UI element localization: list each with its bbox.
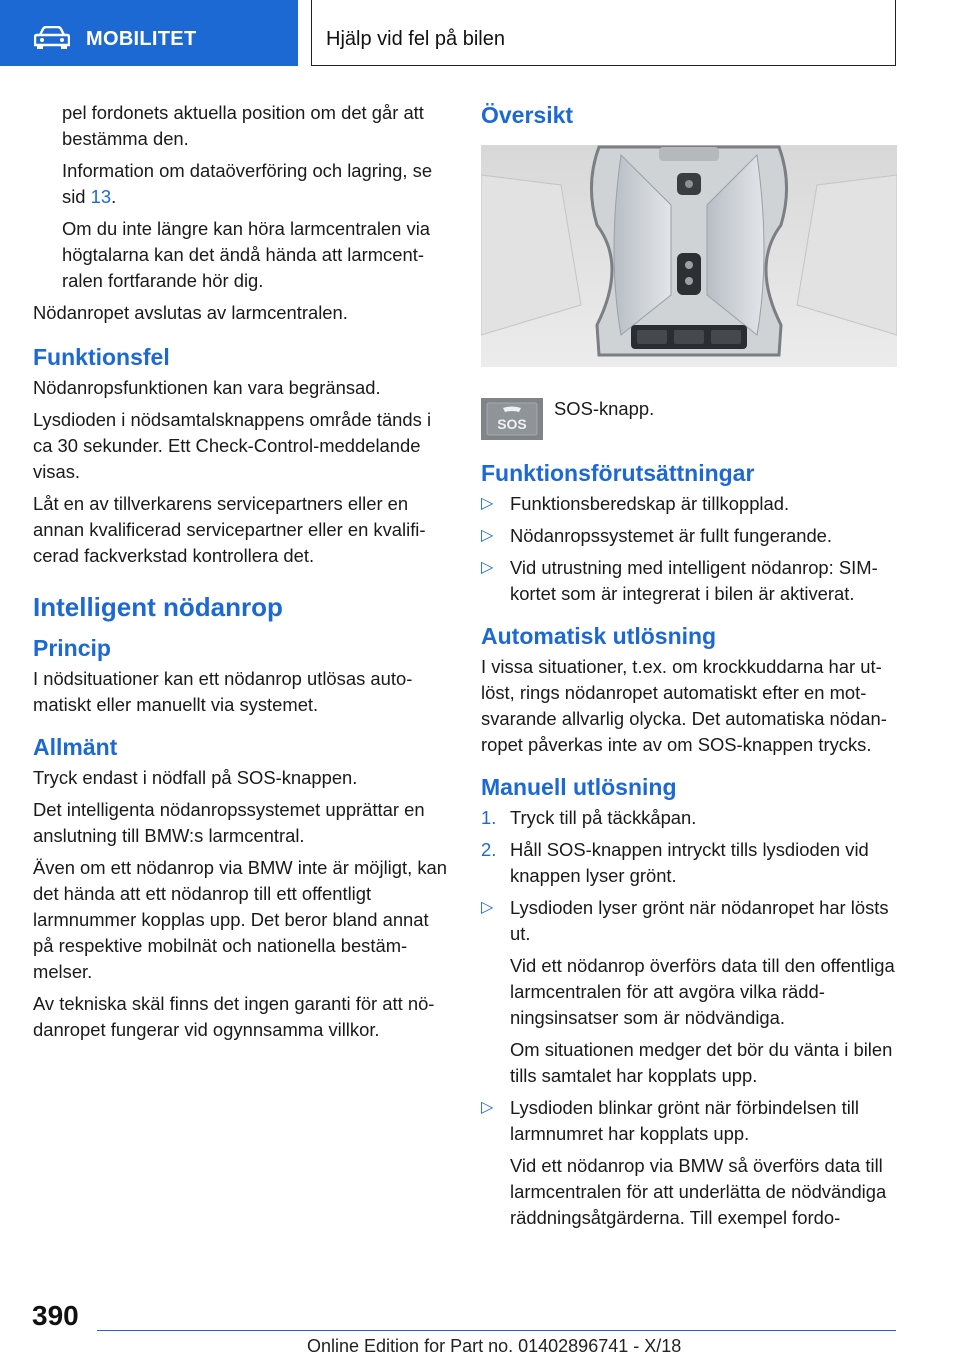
car-icon	[34, 26, 70, 50]
paragraph: Även om ett nödanrop via BMW inte är möjligt, kan det hända att ett nödanrop till ett offentligt larmnummer kopplas upp. Det beror bland annat på respektive mobilnät och nationella bestämmelser.	[33, 857, 447, 982]
heading-princip: Princip	[33, 635, 111, 661]
paragraph: Låt en av tillverkarens servicepartners eller en annan kvalificerad servicepartner eller en kvalificerad fackverkstad kontrollera det.	[33, 493, 426, 566]
heading-manuell-utlosning: Manuell utlösning	[481, 774, 677, 800]
paragraph: I vissa situationer, t.ex. om krockkuddarna har utlöst, rings nödanropet automatiskt efter en motsvarande allvarlig olycka. Det automatiska nödanropet påverkas inte av om SOS-knappen trycks.	[481, 656, 887, 755]
paragraph-text: .	[111, 186, 117, 207]
step-number: 2.	[481, 839, 497, 860]
paragraph-text: Information om dataöverföring och lagring, se sid	[62, 160, 433, 207]
list-item	[481, 491, 897, 517]
section-label: MOBILITET	[86, 28, 197, 50]
section-tab[interactable]	[0, 0, 298, 66]
page-number: 390	[32, 1300, 79, 1331]
step-item	[481, 837, 897, 889]
left-column	[33, 100, 453, 1049]
right-column	[481, 100, 897, 1237]
step-text: Tryck till på täckkåpan.	[510, 807, 697, 828]
triangle-bullet-icon: ▷	[481, 1099, 494, 1116]
list-item	[481, 555, 897, 607]
paragraph: Tryck endast i nödfall på SOS-knappen.	[33, 767, 358, 788]
triangle-bullet-icon: ▷	[481, 495, 494, 512]
triangle-bullet-icon: ▷	[481, 899, 494, 916]
roof-console-image	[481, 145, 897, 367]
chapter-header	[311, 0, 896, 66]
paragraph: Lysdioden i nödsamtalsknappens område tänds i ca 30 sekunder. Ett Check-Control-meddelande visas.	[33, 409, 432, 482]
triangle-bullet-icon: ▷	[481, 559, 494, 576]
step-number: 1.	[481, 807, 497, 828]
list-item-text: Nödanropssystemet är fullt fungerande.	[510, 525, 833, 546]
heading-automatisk-utlosning: Automatisk utlösning	[481, 623, 717, 649]
list-item-text: Lysdioden lyser grönt när nödanropet har lösts ut.	[510, 897, 889, 944]
list-item-text: Vid ett nödanrop via BMW så överförs data till larmcentralen för att underlätta de nödvändiga räddningsåtgärderna. Till exempel fordo-	[510, 1155, 887, 1228]
heading-intelligent-nodanrop: Intelligent nödanrop	[33, 592, 283, 622]
paragraph: Nödanropet avslutas av larmcentralen.	[33, 302, 348, 323]
triangle-bullet-icon: ▷	[481, 527, 494, 544]
chapter-title: Hjälp vid fel på bilen	[326, 28, 505, 50]
step-item	[481, 805, 897, 831]
edition-note: Online Edition for Part no. 01402896741 - X/18	[307, 1336, 682, 1356]
list-item-text: Vid ett nödanrop överförs data till den offentliga larmcentralen för att avgöra vilka räddningsinsatser som är nödvändiga.	[510, 955, 895, 1028]
step-text: Håll SOS-knappen intryckt tills lysdioden vid knappen lyser grönt.	[510, 839, 869, 886]
heading-funktionsfel: Funktionsfel	[33, 344, 170, 370]
list-item	[481, 523, 897, 549]
heading-oversikt: Översikt	[481, 102, 574, 128]
sos-icon-text: SOS	[497, 416, 527, 432]
list-item-text: Lysdioden blinkar grönt när förbindelsen till larmnumret har kopplats upp.	[510, 1097, 859, 1144]
list-item-text: Vid utrustning med intelligent nödanrop: SIM-kortet som är integrerat i bilen är aktiverat.	[510, 557, 878, 604]
heading-funktionsforutsattningar: Funktionsförutsättningar	[481, 460, 755, 486]
list-item	[481, 1095, 897, 1231]
paragraph: Av tekniska skäl finns det ingen garanti för att nödanropet fungerar vid ogynnsamma villkor.	[33, 993, 435, 1040]
sos-label: SOS-knapp.	[554, 398, 655, 419]
paragraph: Nödanropsfunktionen kan vara begränsad.	[33, 377, 381, 398]
paragraph: Om du inte längre kan höra larmcentralen via högtalarna kan det ändå hända att larmcentralen fortfarande hör dig.	[62, 218, 431, 291]
list-item-text: Funktionsberedskap är tillkopplad.	[510, 493, 790, 514]
sos-legend	[481, 394, 897, 442]
list-item	[481, 895, 897, 1089]
paragraph: pel fordonets aktuella position om det går att bestämma den.	[62, 102, 424, 149]
paragraph: Det intelligenta nödanropssystemet upprättar en anslutning till BMW:s larmcentral.	[33, 799, 425, 846]
footer-divider	[97, 1330, 896, 1331]
paragraph	[33, 158, 453, 210]
heading-allmant: Allmänt	[33, 734, 118, 760]
paragraph: I nödsituationer kan ett nödanrop utlösas automatiskt eller manuellt via systemet.	[33, 668, 413, 715]
sos-button-icon	[481, 398, 543, 440]
list-item-text: Om situationen medger det bör du vänta i bilen tills samtalet har kopplats upp.	[510, 1039, 893, 1086]
page-link[interactable]: 13	[90, 186, 112, 207]
